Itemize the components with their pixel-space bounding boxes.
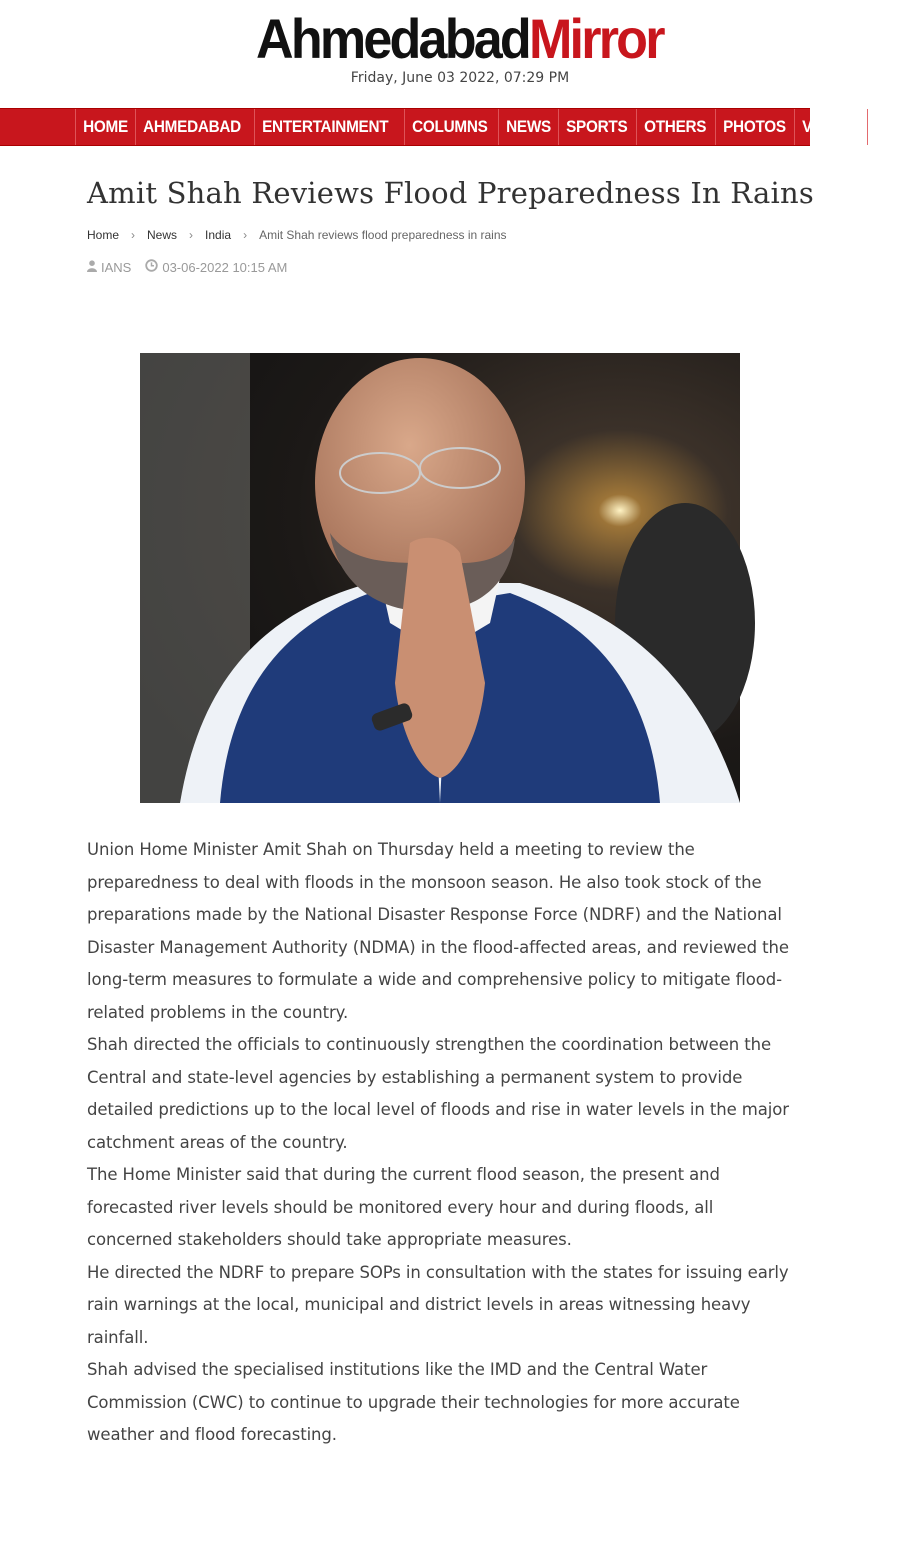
site-header — [0, 0, 810, 108]
breadcrumb-separator: › — [243, 228, 248, 242]
article-paragraph: The Home Minister said that during the current flood season, the present and forecasted river levels should be monitored every hour and during floods, all concerned stakeholders should take appropriate measures. — [87, 1165, 720, 1249]
breadcrumb-home[interactable]: Home — [87, 228, 120, 242]
article-author[interactable]: IANS — [101, 259, 132, 275]
breadcrumb — [87, 228, 507, 242]
clock-icon — [145, 259, 158, 275]
nav-item-more[interactable]: I — [867, 109, 886, 145]
logo-mirror: Mirror — [528, 7, 663, 70]
article-paragraph: Union Home Minister Amit Shah on Thursday held a meeting to review the preparedness to deal with floods in the monsoon season. He also took stock of the preparations made by the National Disaster Response Force (NDRF) and the National Disaster Management Authority (NDMA) in the flood-affected areas, and reviewed the long-term measures to formulate a wide and comprehensive policy to mitigate flood-related problems in the country. — [87, 840, 789, 1022]
current-date: Friday, June 03 2022, 07:29 PM — [350, 70, 570, 86]
article-paragraph: Shah advised the specialised institutions like the IMD and the Central Water Commission (CWC) to continue to upgrade their technologies for more accurate weather and flood forecasting. — [87, 1360, 740, 1444]
breadcrumb-separator: › — [189, 228, 194, 242]
article-title: Amit Shah Reviews Flood Preparedness In Rains — [87, 176, 814, 210]
nav-item-news[interactable]: NEWS — [498, 109, 558, 145]
nav-item-photos[interactable]: PHOTOS — [715, 109, 793, 145]
article-paragraph: Shah directed the officials to continuously strengthen the coordination between the Central and state-level agencies by establishing a permanent system to provide detailed predictions up to the local level of floods and rise in water levels in the major catchment areas of the country. — [87, 1035, 789, 1152]
article-body — [87, 834, 797, 1452]
breadcrumb-india[interactable]: India — [205, 228, 232, 242]
article-timestamp: 03-06-2022 10:15 AM — [162, 259, 288, 275]
logo-ahmedabad: Ahmedabad — [256, 7, 529, 70]
nav-item-sports[interactable]: SPORTS — [558, 109, 635, 145]
nav-item-columns[interactable]: COLUMNS — [404, 109, 495, 145]
user-icon — [87, 260, 97, 275]
article-meta — [87, 259, 287, 275]
site-logo[interactable] — [256, 7, 663, 70]
nav-item-others[interactable]: OTHERS — [636, 109, 713, 145]
breadcrumb-news[interactable]: News — [147, 228, 178, 242]
article-paragraph: He directed the NDRF to prepare SOPs in consultation with the states for issuing early rain warnings at the local, municipal and district levels in areas witnessing heavy rainfall. — [87, 1262, 789, 1347]
portrait-illustration — [140, 353, 740, 803]
nav-item-videos[interactable]: VIDEOS — [794, 109, 866, 145]
main-nav — [0, 108, 879, 146]
breadcrumb-current: Amit Shah reviews flood preparedness in rains — [259, 228, 507, 242]
nav-item-ahmedabad[interactable]: AHMEDABAD — [135, 109, 248, 145]
nav-item-entertainment[interactable]: ENTERTAINMENT — [254, 109, 396, 145]
article-hero-image — [140, 353, 740, 803]
nav-item-home[interactable]: HOME — [75, 109, 135, 145]
breadcrumb-separator: › — [131, 228, 136, 242]
